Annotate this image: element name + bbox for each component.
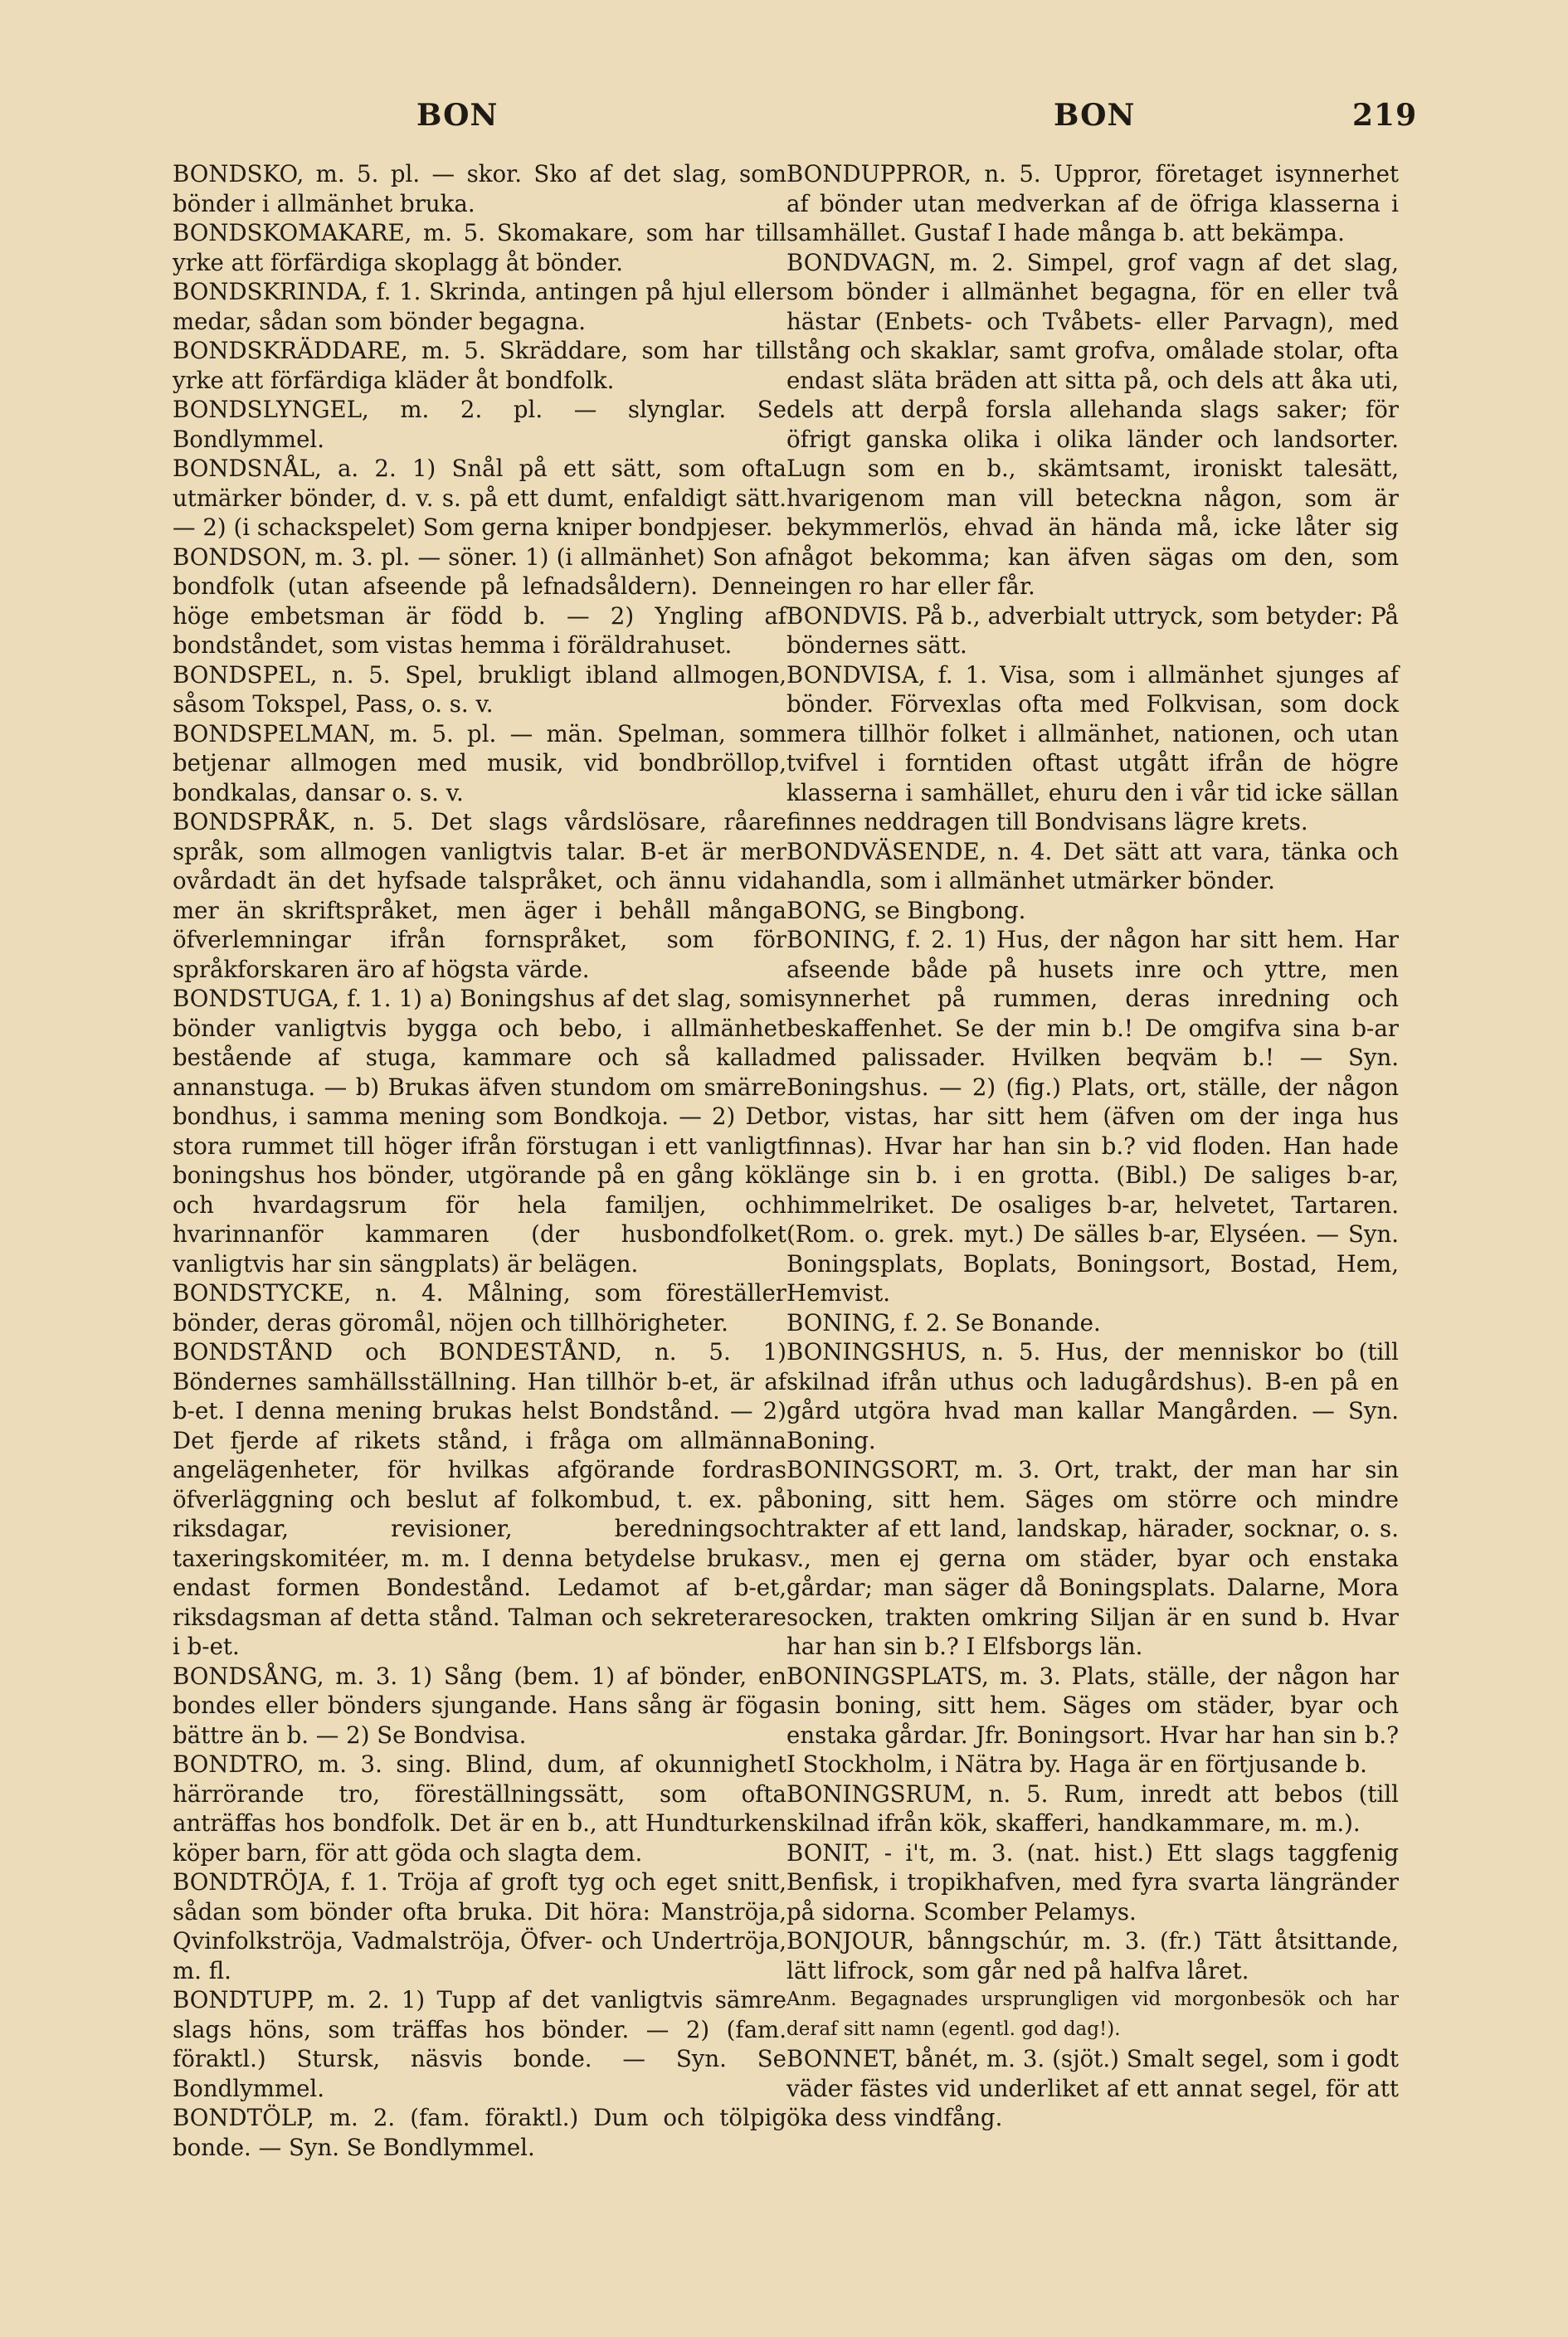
- dictionary-entry: BONDSLYNGEL, m. 2. pl. — slynglar. Se Bondlymmel.: [173, 396, 786, 453]
- dictionary-entry: BONDUPPROR, n. 5. Uppror, företaget isynnerhet af bönder utan medverkan af de öfriga klasserna i samhället. Gustaf I hade många b. att bekämpa.: [786, 160, 1399, 246]
- dictionary-entry: BONDSPELMAN, m. 5. pl. — män. Spelman, som betjenar allmogen med musik, vid bondbröllop, bondkalas, dansar o. s. v.: [173, 719, 786, 806]
- dictionary-entry: BONDTRO, m. 3. sing. Blind, dum, af okunnighet härrörande tro, föreställningssätt, som ofta anträffas hos bondfolk. Det är en b., att Hundturken köper barn, för att göda och slagta dem.: [173, 1750, 786, 1867]
- dictionary-entry: BONDSKO, m. 5. pl. — skor. Sko af det slag, som bönder i allmänhet bruka.: [173, 160, 786, 217]
- dictionary-entry: BONING, f. 2. Se Bonande.: [786, 1308, 1101, 1336]
- dictionary-entry: BONDSTÅND och BONDESTÅND, n. 5. 1) Böndernes samhällsställning. Han tillhör b-et, är af b-et. I denna mening brukas helst Bondstånd. — 2) Det fjerde af rikets stånd, i fråga om allmänna angelägenheter, för hvilkas afgörande fordras öfverläggning och beslut af folkombud, t. ex. på riksdagar, revisioner, beredningsoch taxeringskomitéer, m. m. I denna betydelse brukas endast formen Bondestånd. Ledamot af b-et, riksdagsman af detta stånd. Talman och sekreterare i b-et.: [173, 1338, 786, 1660]
- dictionary-entry: BONNET, bånét, m. 3. (sjöt.) Smalt segel, som i godt väder fästes vid underliket af ett annat segel, för att öka dess vindfång.: [786, 2045, 1399, 2131]
- dictionary-entry: BONDSKRÄDDARE, m. 5. Skräddare, som har till yrke att förfärdiga kläder åt bondfolk.: [173, 337, 786, 394]
- dictionary-entry: BONDSTUGA, f. 1. 1) a) Boningshus af det slag, som bönder vanligtvis bygga och bebo, i allmänhet bestående af stuga, kammare och så kallad annanstuga. — b) Brukas äfven stundom om smärre bondhus, i samma mening som Bondkoja. — 2) Det stora rummet till höger ifrån förstugan i ett vanligt boningshus hos bönder, utgörande på en gång kök och hvardagsrum för hela familjen, och hvarinnanför kammaren (der husbondfolket vanligtvis har sin sängplats) är belägen.: [173, 985, 786, 1278]
- dictionary-entry: BONDVIS. På b., adverbialt uttryck, som betyder: På böndernes sätt.: [786, 601, 1399, 659]
- page-number: 219: [1352, 98, 1418, 133]
- dictionary-entry: BONDVAGN, m. 2. Simpel, grof vagn af det slag, som bönder i allmänhet begagna, för en eller två hästar (Enbets- och Tvåbets- eller Parvagn), med stång och skaklar, samt grofva, omålade stolar, ofta endast släta bräden att sitta på, och dels att åka uti, dels att derpå forsla allehanda slags saker; för öfrigt ganska olika i olika länder och landsorter. Lugn som en b., skämtsamt, ironiskt talesätt, hvarigenom man vill beteckna någon, som är bekymmerlös, ehvad än hända må, icke låter sig något bekomma; kan äfven sägas om den, som ingen ro har eller får.: [786, 248, 1399, 600]
- left-running-head: BON: [416, 98, 499, 133]
- dictionary-entry: BONINGSRUM, n. 5. Rum, inredt att bebos (till skilnad ifrån kök, skafferi, handkammare, m. m.).: [786, 1780, 1399, 1837]
- dictionary-entry: BONINGSHUS, n. 5. Hus, der menniskor bo (till skilnad ifrån uthus och ladugårdshus). B-en på en gård utgöra hvad man kallar Mangården. — Syn. Boning.: [786, 1338, 1399, 1454]
- left-column: [173, 159, 786, 2162]
- right-column: [786, 159, 1399, 2133]
- dictionary-entry: BONING, f. 2. 1) Hus, der någon har sitt hem. Har afseende både på husets inre och yttre, men isynnerhet på rummen, deras inredning och beskaffenhet. Se der min b.! De omgifva sina b-ar med palissader. Hvilken beqväm b.! — Syn. Boningshus. — 2) (fig.) Plats, ort, ställe, der någon bor, vistas, har sitt hem (äfven om der inga hus finnas). Hvar har han sin b.? vid floden. Han hade länge sin b. i en grotta. (Bibl.) De saliges b-ar, himmelriket. De osaliges b-ar, helvetet, Tartaren. (Rom. o. grek. myt.) De sälles b-ar, Elyséen. — Syn. Boningsplats, Boplats, Boningsort, Bostad, Hem, Hemvist.: [786, 926, 1399, 1307]
- dictionary-entry: BONDSPRÅK, n. 5. Det slags vårdslösare, råare språk, som allmogen vanligtvis talar. B-et är mer ovårdadt än det hyfsade talspråket, och ännu vida mer än skriftspråket, men äger i behåll många öfverlemningar ifrån fornspråket, som för språkforskaren äro af högsta värde.: [173, 808, 786, 983]
- dictionary-entry: BONDTÖLP, m. 2. (fam. föraktl.) Dum och tölpig bonde. — Syn. Se Bondlymmel.: [173, 2104, 786, 2161]
- dictionary-entry: BONDSNÅL, a. 2. 1) Snål på ett sätt, som ofta utmärker bönder, d. v. s. på ett dumt, enfaldigt sätt. — 2) (i schackspelet) Som gerna kniper bondpjeser.: [173, 455, 786, 541]
- dictionary-entry: BONINGSPLATS, m. 3. Plats, ställe, der någon har sin boning, sitt hem. Säges om städer, byar och enstaka gårdar. Jfr. Boningsort. Hvar har han sin b.? I Stockholm, i Nätra by. Haga är en förtjusande b.: [786, 1662, 1399, 1778]
- dictionary-entry: BONDSON, m. 3. pl. — söner. 1) (i allmänhet) Son af bondfolk (utan afseende på lefnadsåldern). Denne höge embetsman är född b. — 2) Yngling af bondståndet, som vistas hemma i föräldrahuset.: [173, 543, 786, 659]
- dictionary-entry: BONDSÅNG, m. 3. 1) Sång (bem. 1) af bönder, en bondes eller bönders sjungande. Hans sång är föga bättre än b. — 2) Se Bondvisa.: [173, 1662, 786, 1749]
- dictionary-entry: BONDSKRINDA, f. 1. Skrinda, antingen på hjul eller medar, sådan som bönder begagna.: [173, 278, 786, 335]
- dictionary-entry: BONG, se Bingbong.: [786, 896, 1026, 924]
- dictionary-entry: BONIT, - i't, m. 3. (nat. hist.) Ett slags taggfenig Benfisk, i tropikhafven, med fyra svarta längränder på sidorna. Scomber Pelamys.: [786, 1838, 1399, 1926]
- dictionary-entry: Anm. Begagnades ursprungligen vid morgonbesök och har deraf sitt namn (egentl. god dag!).: [786, 1989, 1399, 2040]
- dictionary-entry: BONDSPEL, n. 5. Spel, brukligt ibland allmogen, såsom Tokspel, Pass, o. s. v.: [173, 660, 786, 718]
- dictionary-entry: BONDTRÖJA, f. 1. Tröja af groft tyg och eget snitt, sådan som bönder ofta bruka. Dit höra: Manströja, Qvinfolkströja, Vadmalströja, Öfver- och Undertröja, m. fl.: [173, 1868, 786, 1984]
- dictionary-entry: BONINGSORT, m. 3. Ort, trakt, der man har sin boning, sitt hem. Säges om större och mindre trakter af ett land, landskap, härader, socknar, o. s. v., men ej gerna om städer, byar och enstaka gårdar; man säger då Boningsplats. Dalarne, Mora socken, trakten omkring Siljan är en sund b. Hvar har han sin b.? I Elfsborgs län.: [786, 1456, 1399, 1660]
- dictionary-entry: BONDTUPP, m. 2. 1) Tupp af det vanligtvis sämre slags höns, som träffas hos bönder. — 2) (fam. föraktl.) Stursk, näsvis bonde. — Syn. Se Bondlymmel.: [173, 1986, 786, 2102]
- dictionary-entry: BONDSTYCKE, n. 4. Målning, som föreställer bönder, deras göromål, nöjen och tillhörigheter.: [173, 1279, 786, 1336]
- dictionary-entry: BONDSKOMAKARE, m. 5. Skomakare, som har till yrke att förfärdiga skoplagg åt bönder.: [173, 219, 786, 276]
- dictionary-entry: BONDVÄSENDE, n. 4. Det sätt att vara, tänka och handla, som i allmänhet utmärker bönder.: [786, 837, 1399, 894]
- right-running-head: BON: [1054, 98, 1136, 133]
- dictionary-entry: BONJOUR, bånngschúr, m. 3. (fr.) Tätt åtsittande, lätt lifrock, som går ned på halfva låret.: [786, 1927, 1399, 1984]
- dictionary-entry: BONDVISA, f. 1. Visa, som i allmänhet sjunges af bönder. Förvexlas ofta med Folkvisan, som dock mera tillhör folket i allmänhet, nationen, och utan tvifvel i forntiden oftast utgått ifrån de högre klasserna i samhället, ehuru den i vår tid icke sällan finnes neddragen till Bondvisans lägre krets.: [786, 660, 1399, 835]
